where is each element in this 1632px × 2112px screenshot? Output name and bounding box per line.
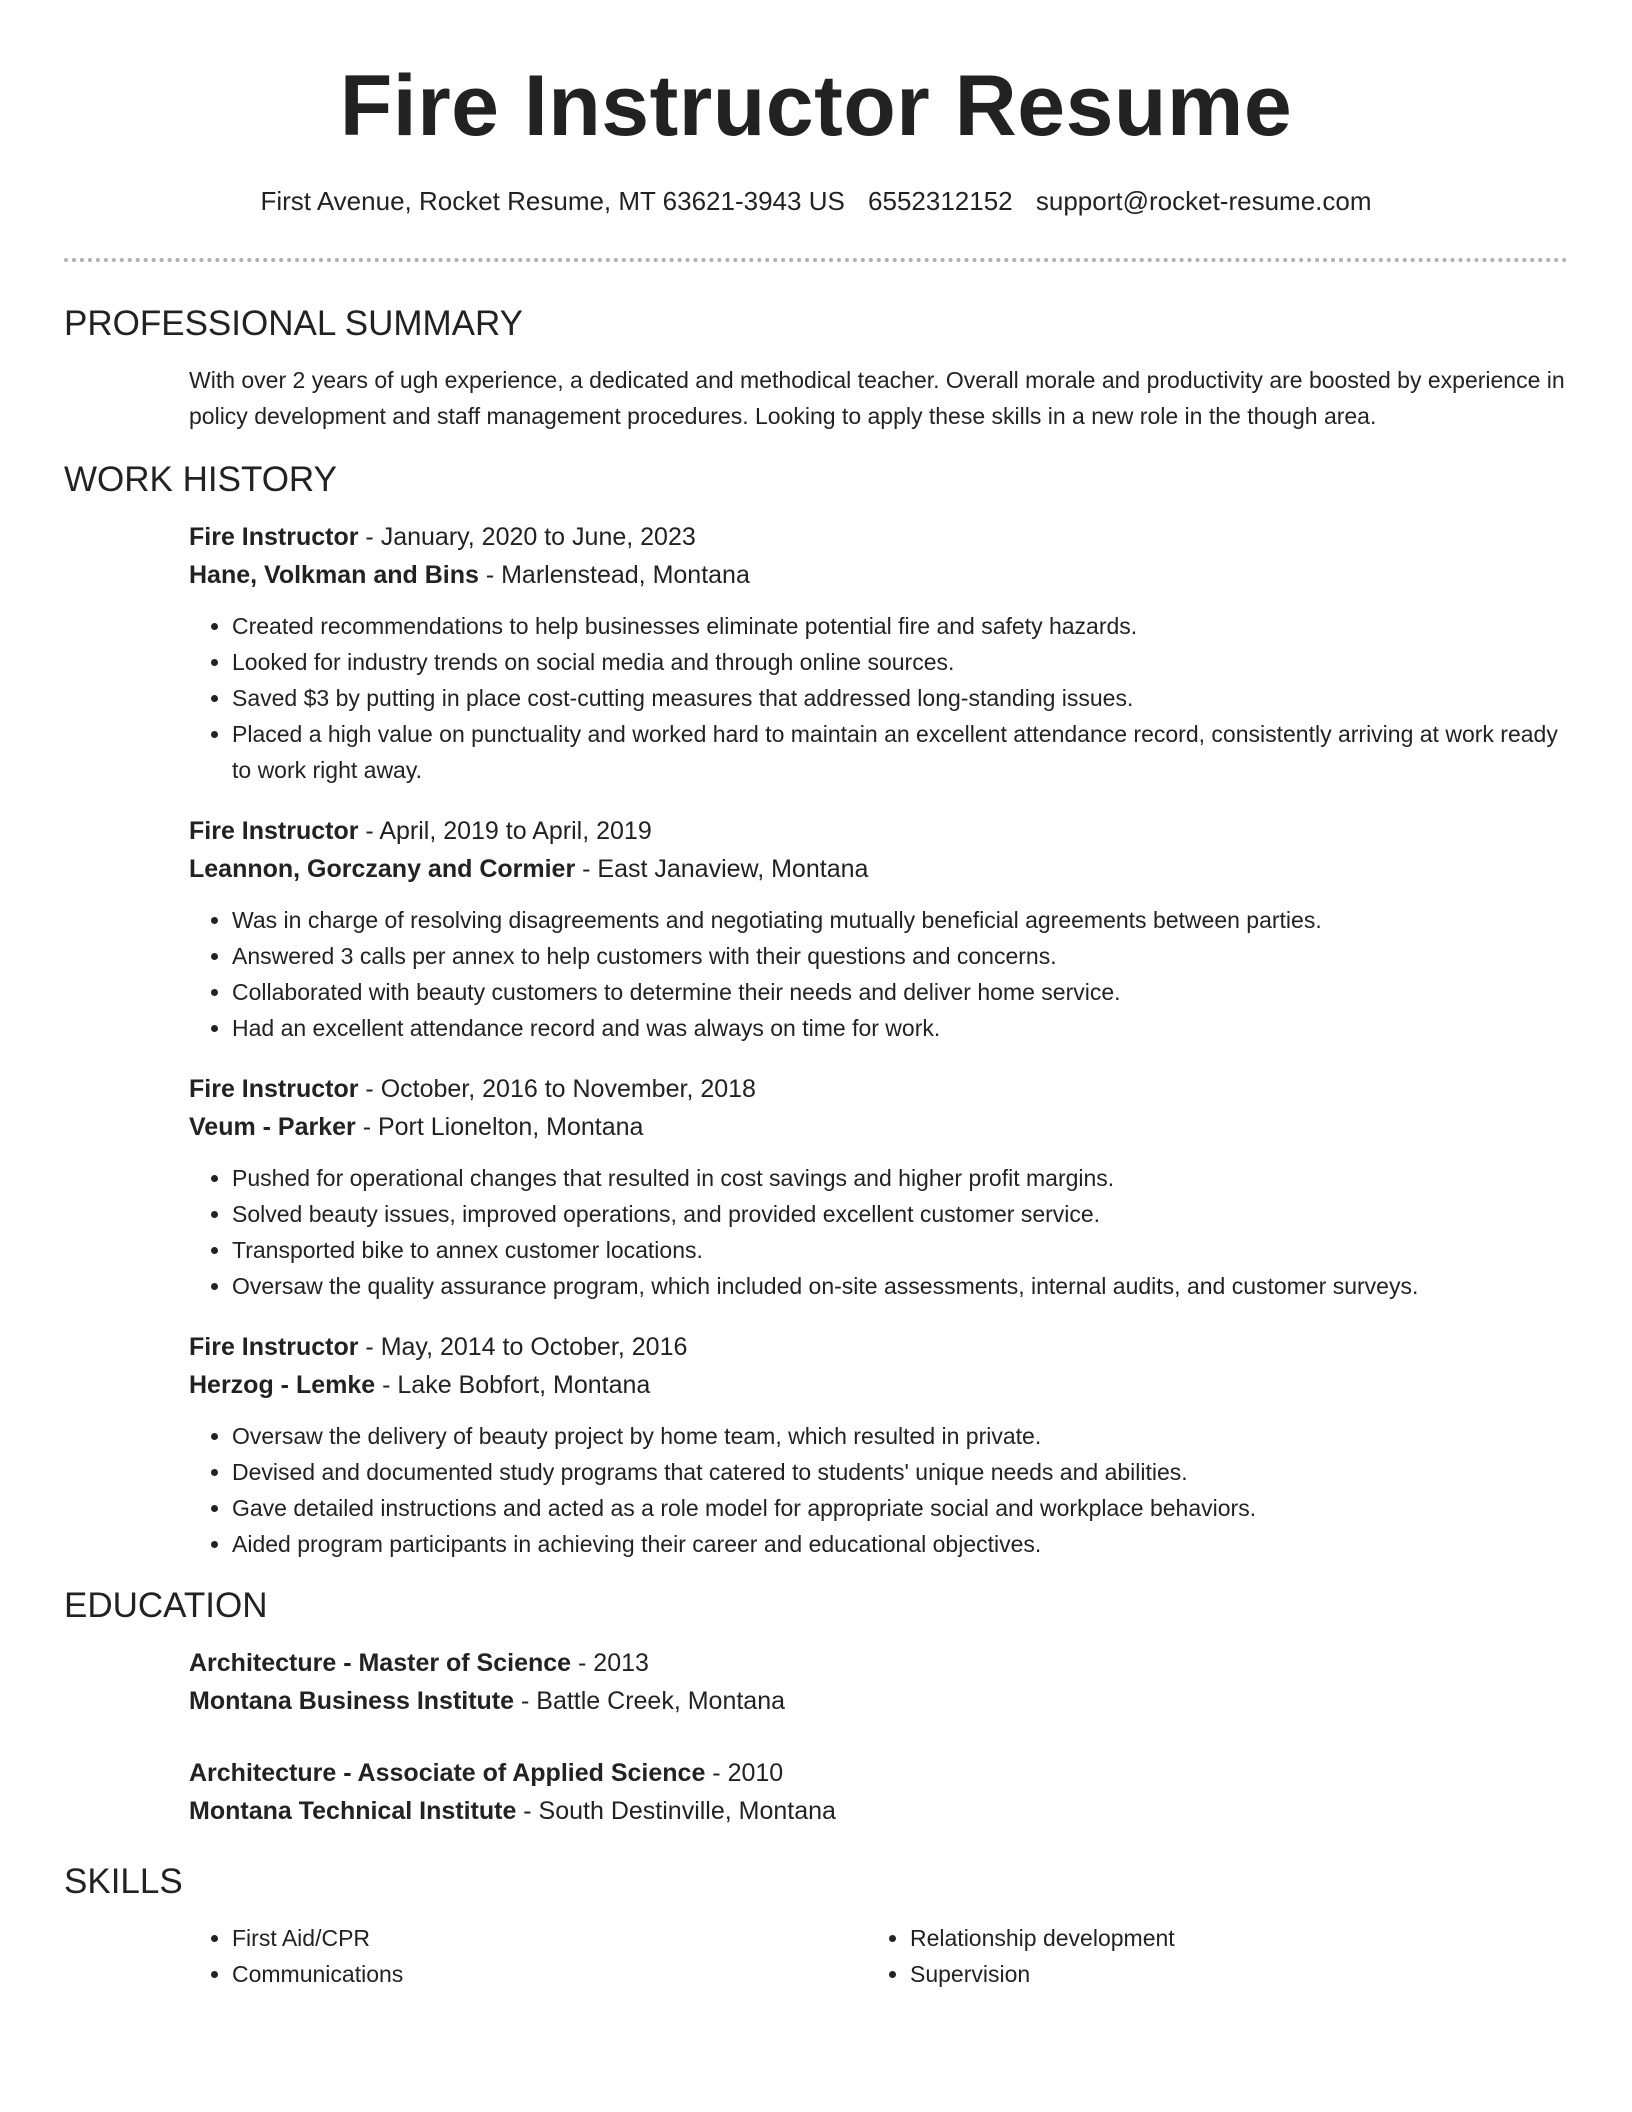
degree-line [189, 1754, 1568, 1792]
list-item: • Devised and documented study programs that catered to students' unique needs and abilities. [232, 1454, 1568, 1490]
summary-text: With over 2 years of ugh experience, a dedicated and methodical teacher. Overall morale and productivity are boosted by experience in policy development and staff management procedures. Looking to apply these skills in a new role in the though area. [189, 367, 1565, 429]
job-company-line [189, 556, 1568, 594]
job-company: Herzog - Lemke [189, 1371, 376, 1399]
job-entry [189, 518, 1568, 788]
job-bullets [189, 608, 1568, 788]
school-line [189, 1682, 1568, 1720]
education-heading: EDUCATION [64, 1586, 268, 1625]
summary-section [189, 362, 1568, 434]
list-item: • Collaborated with beauty customers to determine their needs and deliver home service. [232, 974, 1568, 1010]
resume-page [64, 0, 1568, 1992]
job-dates: - January, 2020 to June, 2023 [358, 523, 696, 551]
job-title-line [189, 812, 1568, 850]
job-company: Veum - Parker [189, 1113, 356, 1141]
job-location: - Port Lionelton, Montana [355, 1113, 644, 1141]
list-item: • Communications [232, 1956, 867, 1992]
contact-phone: 6552312152 [868, 186, 1013, 216]
school-name: Montana Technical Institute [189, 1797, 517, 1825]
job-entry [189, 1328, 1568, 1562]
contact-address: First Avenue, Rocket Resume, MT 63621-3943 US [260, 186, 845, 216]
list-item: • Created recommendations to help businesses eliminate potential fire and safety hazards. [232, 608, 1568, 644]
summary-heading: PROFESSIONAL SUMMARY [64, 304, 523, 343]
job-company-line [189, 850, 1568, 888]
page-title: Fire Instructor Resume [339, 58, 1293, 154]
list-item: • Oversaw the quality assurance program, which included on-site assessments, internal audits, and customer surveys. [232, 1268, 1568, 1304]
job-title-line [189, 1070, 1568, 1108]
job-company-line [189, 1366, 1568, 1404]
contact-line [64, 184, 1568, 218]
education-entry [189, 1754, 1568, 1830]
contact-email: support@rocket-resume.com [1035, 186, 1372, 216]
list-item: • First Aid/CPR [232, 1920, 867, 1956]
school-line [189, 1792, 1568, 1830]
list-item: • Solved beauty issues, improved operations, and provided excellent customer service. [232, 1196, 1568, 1232]
job-title: Fire Instructor [189, 1075, 359, 1103]
degree-year: - 2010 [705, 1759, 784, 1787]
job-title-line [189, 518, 1568, 556]
job-bullets [189, 1418, 1568, 1562]
list-item: • Aided program participants in achieving their career and educational objectives. [232, 1526, 1568, 1562]
job-location: - Marlenstead, Montana [478, 561, 750, 589]
skills-column-left [189, 1920, 867, 1992]
skills-column-right [867, 1920, 1545, 1992]
job-location: - Lake Bobfort, Montana [375, 1371, 651, 1399]
header-divider [64, 258, 1568, 262]
list-item: • Pushed for operational changes that resulted in cost savings and higher profit margins. [232, 1160, 1568, 1196]
job-dates: - April, 2019 to April, 2019 [358, 817, 652, 845]
job-company: Leannon, Gorczany and Cormier [189, 855, 576, 883]
job-dates: - October, 2016 to November, 2018 [358, 1075, 756, 1103]
degree-line [189, 1644, 1568, 1682]
list-item: • Had an excellent attendance record and was always on time for work. [232, 1010, 1568, 1046]
school-location: - Battle Creek, Montana [514, 1687, 786, 1715]
list-item: • Saved $3 by putting in place cost-cutting measures that addressed long-standing issues. [232, 680, 1568, 716]
job-title-line [189, 1328, 1568, 1366]
skills-grid [189, 1920, 1568, 1992]
job-entry [189, 812, 1568, 1046]
job-company-line [189, 1108, 1568, 1146]
degree-name: Architecture - Associate of Applied Science [189, 1759, 706, 1787]
job-title: Fire Instructor [189, 1333, 359, 1361]
job-title: Fire Instructor [189, 523, 359, 551]
list-item: • Placed a high value on punctuality and worked hard to maintain an excellent attendance record, consistently arriving at work ready to work right away. [232, 716, 1568, 788]
job-location: - East Janaview, Montana [575, 855, 869, 883]
list-item: • Supervision [910, 1956, 1545, 1992]
list-item: • Answered 3 calls per annex to help customers with their questions and concerns. [232, 938, 1568, 974]
list-item: • Was in charge of resolving disagreements and negotiating mutually beneficial agreements between parties. [232, 902, 1568, 938]
work-history-heading: WORK HISTORY [64, 460, 337, 499]
list-item: • Gave detailed instructions and acted as a role model for appropriate social and workplace behaviors. [232, 1490, 1568, 1526]
job-dates: - May, 2014 to October, 2016 [358, 1333, 688, 1361]
job-title: Fire Instructor [189, 817, 359, 845]
job-bullets [189, 1160, 1568, 1304]
skills-heading: SKILLS [64, 1862, 183, 1901]
job-bullets [189, 902, 1568, 1046]
school-location: - South Destinville, Montana [516, 1797, 836, 1825]
education-entry [189, 1644, 1568, 1720]
degree-year: - 2013 [571, 1649, 649, 1677]
list-item: • Transported bike to annex customer locations. [232, 1232, 1568, 1268]
list-item: • Oversaw the delivery of beauty project by home team, which resulted in private. [232, 1418, 1568, 1454]
job-entry [189, 1070, 1568, 1304]
list-item: • Relationship development [910, 1920, 1545, 1956]
degree-name: Architecture - Master of Science [189, 1649, 572, 1677]
school-name: Montana Business Institute [189, 1687, 515, 1715]
list-item: • Looked for industry trends on social media and through online sources. [232, 644, 1568, 680]
job-company: Hane, Volkman and Bins [189, 561, 479, 589]
